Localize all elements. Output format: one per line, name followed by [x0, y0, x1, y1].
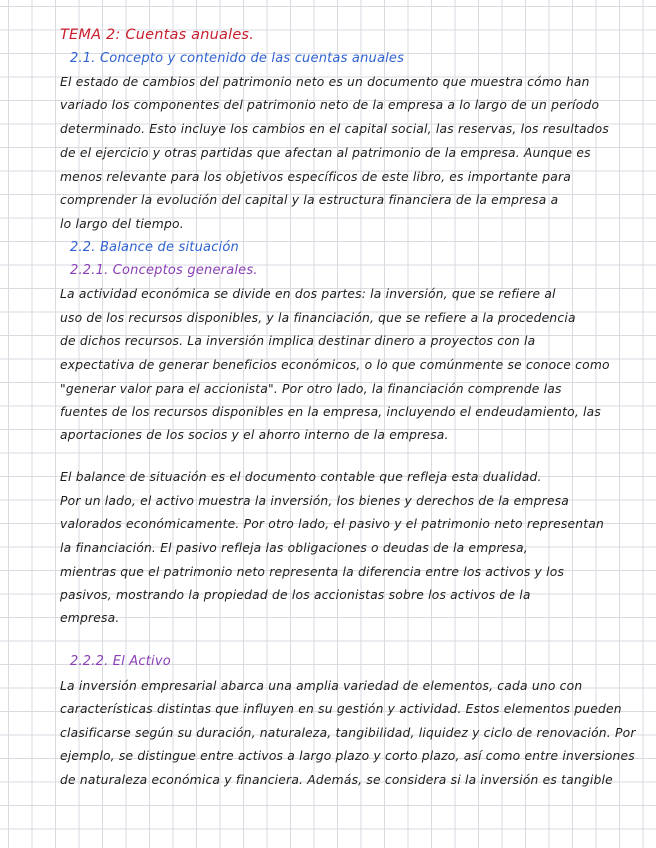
paragraph-line: variado los componentes del patrimonio neto de la empresa a lo largo de un período — [60, 98, 600, 112]
paragraph-line: comprender la evolución del capital y la estructura financiera de la empresa a — [60, 193, 559, 207]
paragraph-line: determinado. Esto incluye los cambios en el capital social, las reservas, los resultados — [60, 122, 610, 136]
document-title: TEMA 2: Cuentas anuales. — [60, 27, 255, 43]
paragraph-line: uso de los recursos disponibles, y la financiación, que se refiere a la procedencia — [60, 311, 576, 325]
paragraph-line: "generar valor para el accionista". Por otro lado, la financiación comprende las — [60, 382, 562, 396]
paragraph-line: empresa. — [60, 611, 120, 625]
paragraph-line: aportaciones de los socios y el ahorro interno de la empresa. — [60, 428, 449, 442]
paragraph-line: mientras que el patrimonio neto representa la diferencia entre los activos y los — [60, 565, 565, 579]
subsection-heading-2-2-1: 2.2.1. Conceptos generales. — [70, 263, 258, 278]
paragraph-line: ejemplo, se distingue entre activos a largo plazo y corto plazo, así como entre inversiones — [60, 749, 635, 763]
paragraph-line: Por un lado, el activo muestra la inversión, los bienes y derechos de la empresa — [60, 494, 569, 508]
paragraph-line: El estado de cambios del patrimonio neto es un documento que muestra cómo han — [60, 75, 590, 89]
paragraph-line: expectativa de generar beneficios económicos, o lo que comúnmente se conoce como — [60, 358, 610, 372]
paragraph-line: la financiación. El pasivo refleja las obligaciones o deudas de la empresa, — [60, 541, 528, 555]
section-heading-2-1: 2.1. Concepto y contenido de las cuentas anuales — [70, 51, 405, 66]
paragraph-line: clasificarse según su duración, naturaleza, tangibilidad, liquidez y ciclo de renovación. Por — [60, 726, 636, 740]
subsection-heading-2-2-2: 2.2.2. El Activo — [70, 654, 171, 669]
paragraph-line: La inversión empresarial abarca una amplia variedad de elementos, cada uno con — [60, 679, 583, 693]
paragraph-line: La actividad económica se divide en dos partes: la inversión, que se refiere al — [60, 287, 556, 301]
paragraph-line: pasivos, mostrando la propiedad de los accionistas sobre los activos de la — [60, 588, 531, 602]
paragraph-line: fuentes de los recursos disponibles en la empresa, incluyendo el endeudamiento, las — [60, 405, 602, 419]
paragraph-line: de dichos recursos. La inversión implica destinar dinero a proyectos con la — [60, 334, 536, 348]
section-heading-2-2: 2.2. Balance de situación — [70, 240, 239, 255]
paragraph-line: valorados económicamente. Por otro lado, el pasivo y el patrimonio neto representan — [60, 517, 605, 531]
paragraph-line: El balance de situación es el documento contable que refleja esta dualidad. — [60, 470, 542, 484]
paragraph-line: de el ejercicio y otras partidas que afectan al patrimonio de la empresa. Aunque es — [60, 146, 591, 160]
paragraph-line: de naturaleza económica y financiera. Además, se considera si la inversión es tangible — [60, 773, 613, 787]
paragraph-line: menos relevante para los objetivos específicos de este libro, es importante para — [60, 170, 571, 184]
paragraph-line: lo largo del tiempo. — [60, 217, 184, 231]
paragraph-line: características distintas que influyen en su gestión y actividad. Estos elementos pueden — [60, 702, 622, 716]
